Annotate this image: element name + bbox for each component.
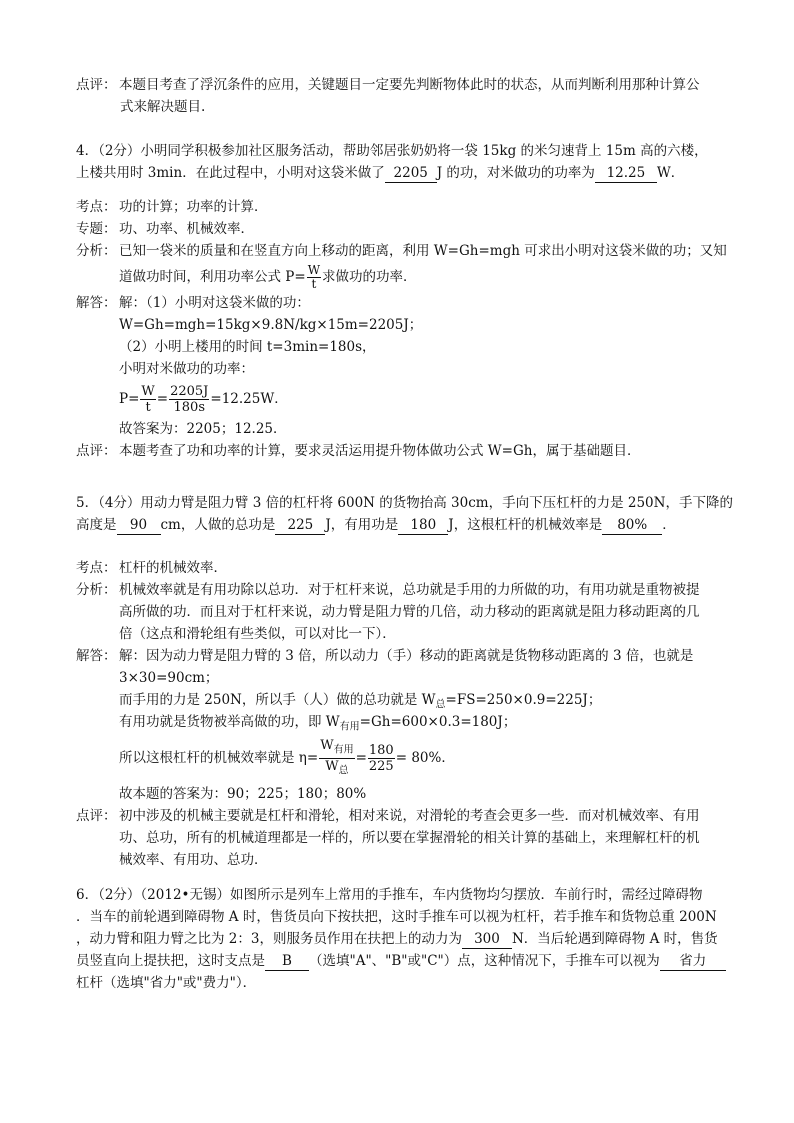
question-stem: ．当车的前轮遇到障碍物 A 时，售货员向下按扶把，这时手推车可以视为杠杆，若手推车和货物总重 200N bbox=[76, 909, 717, 925]
answer-text: 而手用的力是 250N，所以手（人）做的总功就是 $W_总=FS=250\times 0.9=225J$； bbox=[119, 692, 602, 711]
question-stem: ，动力臂和阻力臂之比为 2：3，则服务员作用在扶把上的动力为 300 N．当后轮遇到障碍物 A 时，售货 bbox=[76, 931, 718, 947]
comment-label: 点评： bbox=[76, 808, 117, 824]
answer-text: 解：（1）小明对这袋米做的功： bbox=[119, 295, 310, 311]
analysis-text: 机械效率就是有用功除以总功．对于杠杆来说，总功就是手用的力所做的功，有用功就是重物被提 bbox=[119, 582, 700, 598]
comment-text: 功、总功，所有的机械道理都是一样的，所以要在掌握滑轮的相关计算的基础上，来理解杠杆的机 bbox=[119, 830, 700, 846]
answer-blank: 80% bbox=[602, 516, 662, 535]
question-6 bbox=[76, 884, 726, 994]
comment-text: 械效率、有用功、总功． bbox=[119, 852, 268, 868]
comment-label: 点评： bbox=[76, 77, 117, 93]
answer-text: 故答案为：2205；12.25． bbox=[119, 421, 287, 437]
answer-blank: 90 bbox=[117, 516, 161, 535]
point-text: 功的计算；功率的计算． bbox=[119, 199, 268, 215]
answer-text: W=Gh=mgh=15kg×9.8N/kg×15m=2205J； bbox=[119, 317, 423, 333]
question-stem: 员竖直向上提扶把，这时支点是 B （选填"A"、"B"或"C"）点，这种情况下，手推车可以视为 省力 bbox=[76, 950, 726, 972]
q4-solution bbox=[76, 196, 726, 462]
answer-blank: 2205 bbox=[385, 164, 437, 183]
comment-text: 初中涉及的机械主要就是杠杆和滑轮，相对来说，对滑轮的考查会更多一些．而对机械效率、有用 bbox=[119, 808, 700, 824]
answer-text: 有用功就是货物被举高做的功，即 $W_{有用}=Gh=600\times 0.3=180J$； bbox=[119, 714, 517, 733]
answer-text: 故本题的答案为：90；225；180；80% bbox=[119, 786, 367, 802]
question-5 bbox=[76, 492, 733, 536]
question-stem: 杠杆（选填"省力"或"费力"）． bbox=[76, 975, 257, 991]
question-stem: 6．（2分）（2012•无锡）如图所示是列车上常用的手推车，车内货物均匀摆放．车前行时，需经过障碍物 bbox=[76, 887, 703, 903]
answer-text: 解：因为动力臂是阻力臂的 3 倍，所以动力（手）移动的距离就是货物移动距离的 3 倍，也就是 bbox=[119, 648, 694, 664]
topic-label: 专题： bbox=[76, 221, 117, 237]
answer-blank: 省力 bbox=[660, 952, 726, 971]
analysis-label: 分析： bbox=[76, 243, 117, 259]
analysis-text: 已知一袋米的质量和在竖直方向上移动的距离，利用 W=Gh=mgh 可求出小明对这袋米做的功；又知 bbox=[119, 243, 727, 259]
comment-label: 点评： bbox=[76, 443, 117, 459]
answer-text: 3×30=90cm； bbox=[119, 670, 219, 686]
analysis-label: 分析： bbox=[76, 582, 117, 598]
comment-text: 本题目考查了浮沉条件的应用，关键题目一定要先判断物体此时的状态，从而判断利用那种计算公 bbox=[119, 77, 700, 93]
answer-label: 解答： bbox=[76, 295, 117, 311]
answer-label: 解答： bbox=[76, 648, 117, 664]
answer-blank: 12.25 bbox=[595, 164, 657, 183]
point-label: 考点： bbox=[76, 560, 117, 576]
question-4 bbox=[76, 140, 726, 184]
answer-text: 小明对米做功的功率： bbox=[119, 361, 254, 377]
analysis-text: 道做功时间，利用功率公式 P= $\frac{W}{t}$ 求做功的功率． bbox=[119, 263, 417, 291]
answer-blank: 225 bbox=[275, 516, 325, 535]
q5-solution bbox=[76, 557, 726, 871]
point-label: 考点： bbox=[76, 199, 117, 215]
comment-text: 式来解决题目. bbox=[120, 99, 206, 115]
analysis-text: 高所做的功．而且对于杠杆来说，动力臂是阻力臂的几倍，动力移动的距离就是阻力移动距离的几 bbox=[119, 604, 700, 620]
answer-blank: 180 bbox=[398, 516, 448, 535]
question-stem: 高度是 90 cm，人做的总功是 225 J，有用功是 180 J，这根杠杆的机械效率是 80% ． bbox=[76, 517, 676, 533]
question-stem: 上楼共用时 3min．在此过程中，小明对这袋米做了 2205 J 的功，对米做功的功率为 12.25 W． bbox=[76, 165, 685, 181]
comment-text: 本题考查了功和功率的计算，要求灵活运用提升物体做功公式 W=Gh，属于基础题目． bbox=[119, 443, 641, 459]
question-stem: 4．（2分）小明同学积极参加社区服务活动，帮助邻居张奶奶将一袋 15kg 的米匀速背上 15m 高的六楼， bbox=[76, 143, 708, 159]
power-formula: P= $\frac{W}{t}$ = $\frac{2205J}{180s}$ =12.25W． bbox=[119, 384, 288, 415]
answer-blank: 300 bbox=[462, 930, 512, 949]
efficiency-formula: 所以这根杠杆的机械效率就是 η= $\frac{W_{有用}}{W_总}$ = $\frac{180}{225}$ = 80%． bbox=[119, 738, 455, 777]
formula-fraction: $\frac{W}{t}$ bbox=[307, 263, 321, 291]
question-stem: 5．（4分）用动力臂是阻力臂 3 倍的杠杆将 600N 的货物抬高 30cm，手向下压杠杆的力是 250N，手下降的 bbox=[76, 495, 733, 511]
answer-text: （2）小明上楼用的时间 t=3min=180s， bbox=[119, 339, 376, 355]
point-text: 杠杆的机械效率． bbox=[119, 560, 227, 576]
topic-text: 功、功率、机械效率． bbox=[119, 221, 254, 237]
answer-blank: B bbox=[265, 952, 309, 971]
analysis-text: 倍（这点和滑轮组有些类似，可以对比一下）． bbox=[119, 626, 396, 642]
q3-comment bbox=[76, 74, 726, 118]
